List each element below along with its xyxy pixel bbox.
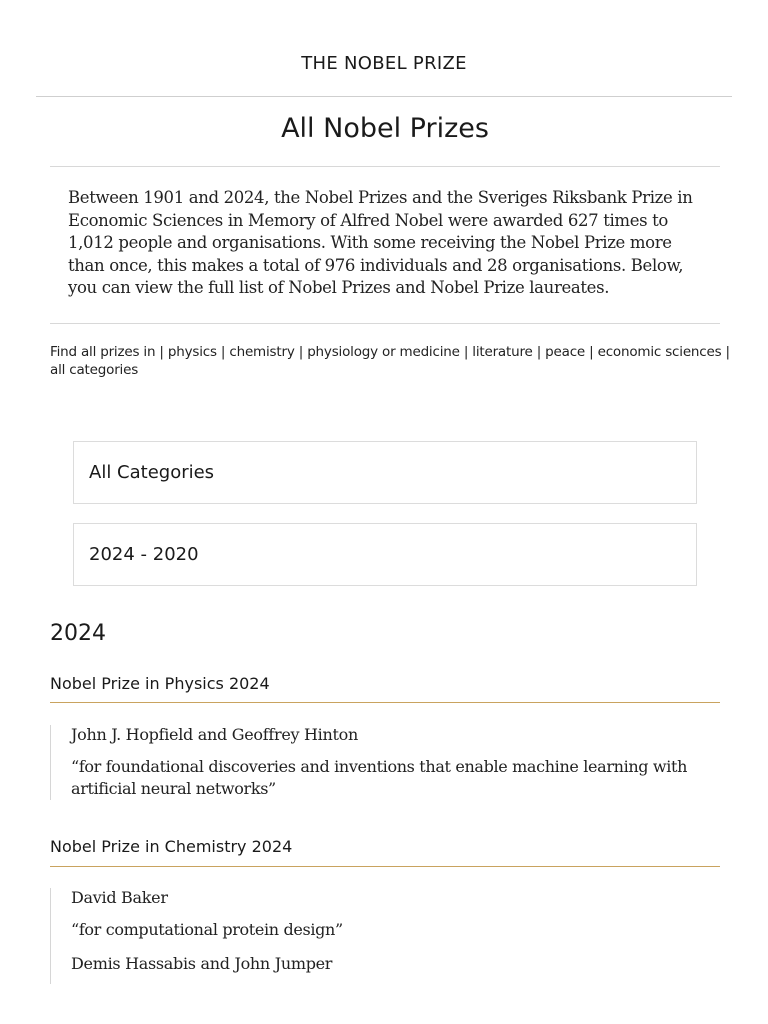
link-separator: |: [298, 344, 304, 360]
prize-motivation: “for computational protein design”: [71, 920, 343, 939]
site-header: [36, 0, 732, 97]
laureate-names-second[interactable]: Demis Hassabis and John Jumper: [71, 954, 333, 973]
prize-divider: [50, 866, 720, 867]
site-logo[interactable]: THE NOBEL PRIZE: [301, 53, 467, 74]
year-range-select[interactable]: [73, 523, 697, 586]
prize-title-physics[interactable]: Nobel Prize in Physics 2024: [50, 674, 270, 693]
page-title: All Nobel Prizes: [281, 113, 489, 144]
link-literature[interactable]: literature: [472, 344, 533, 360]
link-separator: |: [536, 344, 542, 360]
link-separator: |: [463, 344, 469, 360]
laureate-names[interactable]: John J. Hopfield and Geoffrey Hinton: [71, 725, 358, 744]
prize-motivation: “for foundational discoveries and inventions that enable machine learning with artificial neural networks”: [71, 757, 688, 798]
link-physics[interactable]: physics: [167, 344, 217, 360]
category-select[interactable]: [73, 441, 697, 504]
prize-divider: [50, 702, 720, 703]
category-select-value: All Categories: [89, 462, 215, 483]
link-separator: |: [589, 344, 594, 360]
link-economic-sciences[interactable]: economic sciences: [597, 344, 722, 360]
link-separator: |: [220, 344, 226, 360]
intro-divider: [50, 323, 720, 324]
category-links: [50, 343, 730, 379]
year-heading: 2024: [50, 621, 106, 646]
year-range-select-value: 2024 - 2020: [89, 544, 199, 565]
laureate-names[interactable]: David Baker: [71, 888, 168, 907]
title-divider: [50, 166, 720, 167]
link-separator: |: [159, 344, 164, 360]
laureate-block-physics: [50, 725, 711, 800]
link-physiology-or-medicine[interactable]: physiology or medicine: [307, 344, 460, 360]
link-all-categories[interactable]: all categories: [50, 362, 139, 378]
link-separator: |: [725, 344, 730, 360]
intro-paragraph: Between 1901 and 2024, the Nobel Prizes and the Sveriges Riksbank Prize in Economic Sciences in Memory of Alfred Nobel were awarded 627 times to 1,012 people and organisations. With some receiving the Nobel Prize more than once, this makes a total of 976 individuals and 28 organisations. Below, you can view the full list of Nobel Prizes and Nobel Prize laureates.: [68, 188, 693, 297]
category-links-prefix: Find all prizes in: [50, 344, 156, 360]
link-chemistry[interactable]: chemistry: [229, 344, 295, 360]
link-peace[interactable]: peace: [545, 344, 586, 360]
laureate-block-chemistry: [50, 888, 711, 984]
prize-title-chemistry[interactable]: Nobel Prize in Chemistry 2024: [50, 837, 293, 856]
